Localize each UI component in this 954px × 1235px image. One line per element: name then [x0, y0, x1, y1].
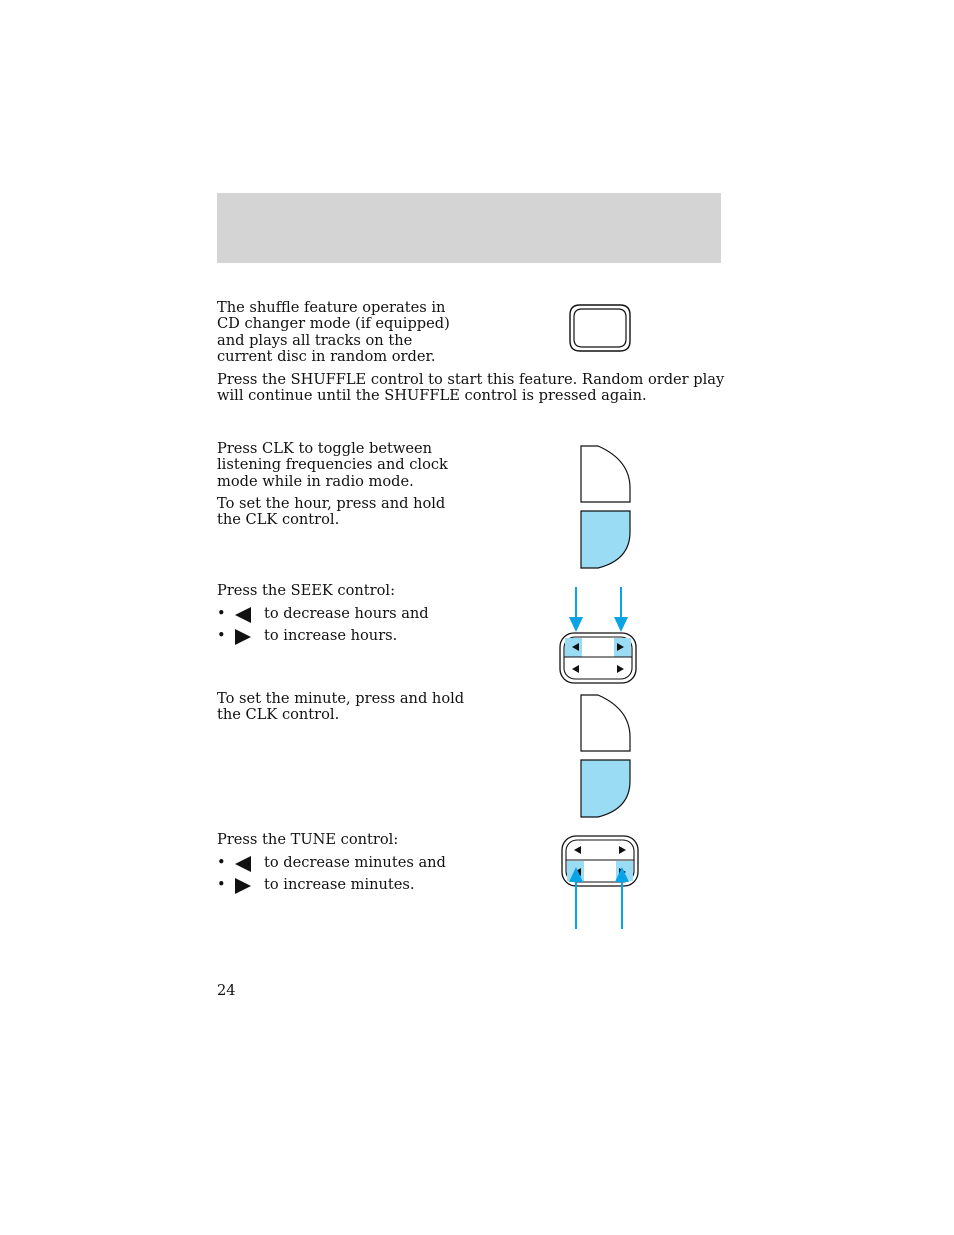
seek-right-arrow-head	[614, 617, 628, 632]
shuffle-body-text: Press the SHUFFLE control to start this feature. Random order play will continue until the SHUFFLE control is pressed again.	[217, 371, 725, 405]
clk-lower-button-highlighted	[581, 511, 630, 568]
seek-control-illustration	[558, 585, 640, 687]
section-header-band	[217, 193, 721, 263]
left-triangle-icon	[235, 856, 251, 872]
clk-upper-button	[581, 695, 630, 751]
set-hour-text: To set the hour, press and hold the CLK control.	[217, 495, 446, 529]
clk-control-illustration	[578, 444, 634, 570]
seek-left-arrow-head	[569, 617, 583, 632]
right-triangle-icon	[235, 629, 251, 645]
shuffle-intro-text: The shuffle feature operates in CD changer mode (if equipped) and plays all tracks on the current disc in random order.	[217, 299, 450, 366]
tune-intro-text: Press the TUNE control:	[217, 831, 399, 848]
left-triangle-icon	[235, 607, 251, 623]
clk-control-illustration-2	[578, 693, 634, 819]
tune-control-illustration	[560, 834, 642, 932]
clk-lower-button-highlighted	[581, 760, 630, 817]
clk-toggle-text: Press CLK to toggle between listening frequencies and clock mode while in radio mode.	[217, 440, 448, 490]
seek-intro-text: Press the SEEK control:	[217, 582, 396, 599]
clk-upper-button	[581, 446, 630, 502]
right-triangle-icon	[235, 878, 251, 894]
page-number: 24	[217, 982, 236, 999]
set-minute-text: To set the minute, press and hold the CLK control.	[217, 690, 465, 724]
shuffle-button-illustration	[568, 303, 632, 353]
